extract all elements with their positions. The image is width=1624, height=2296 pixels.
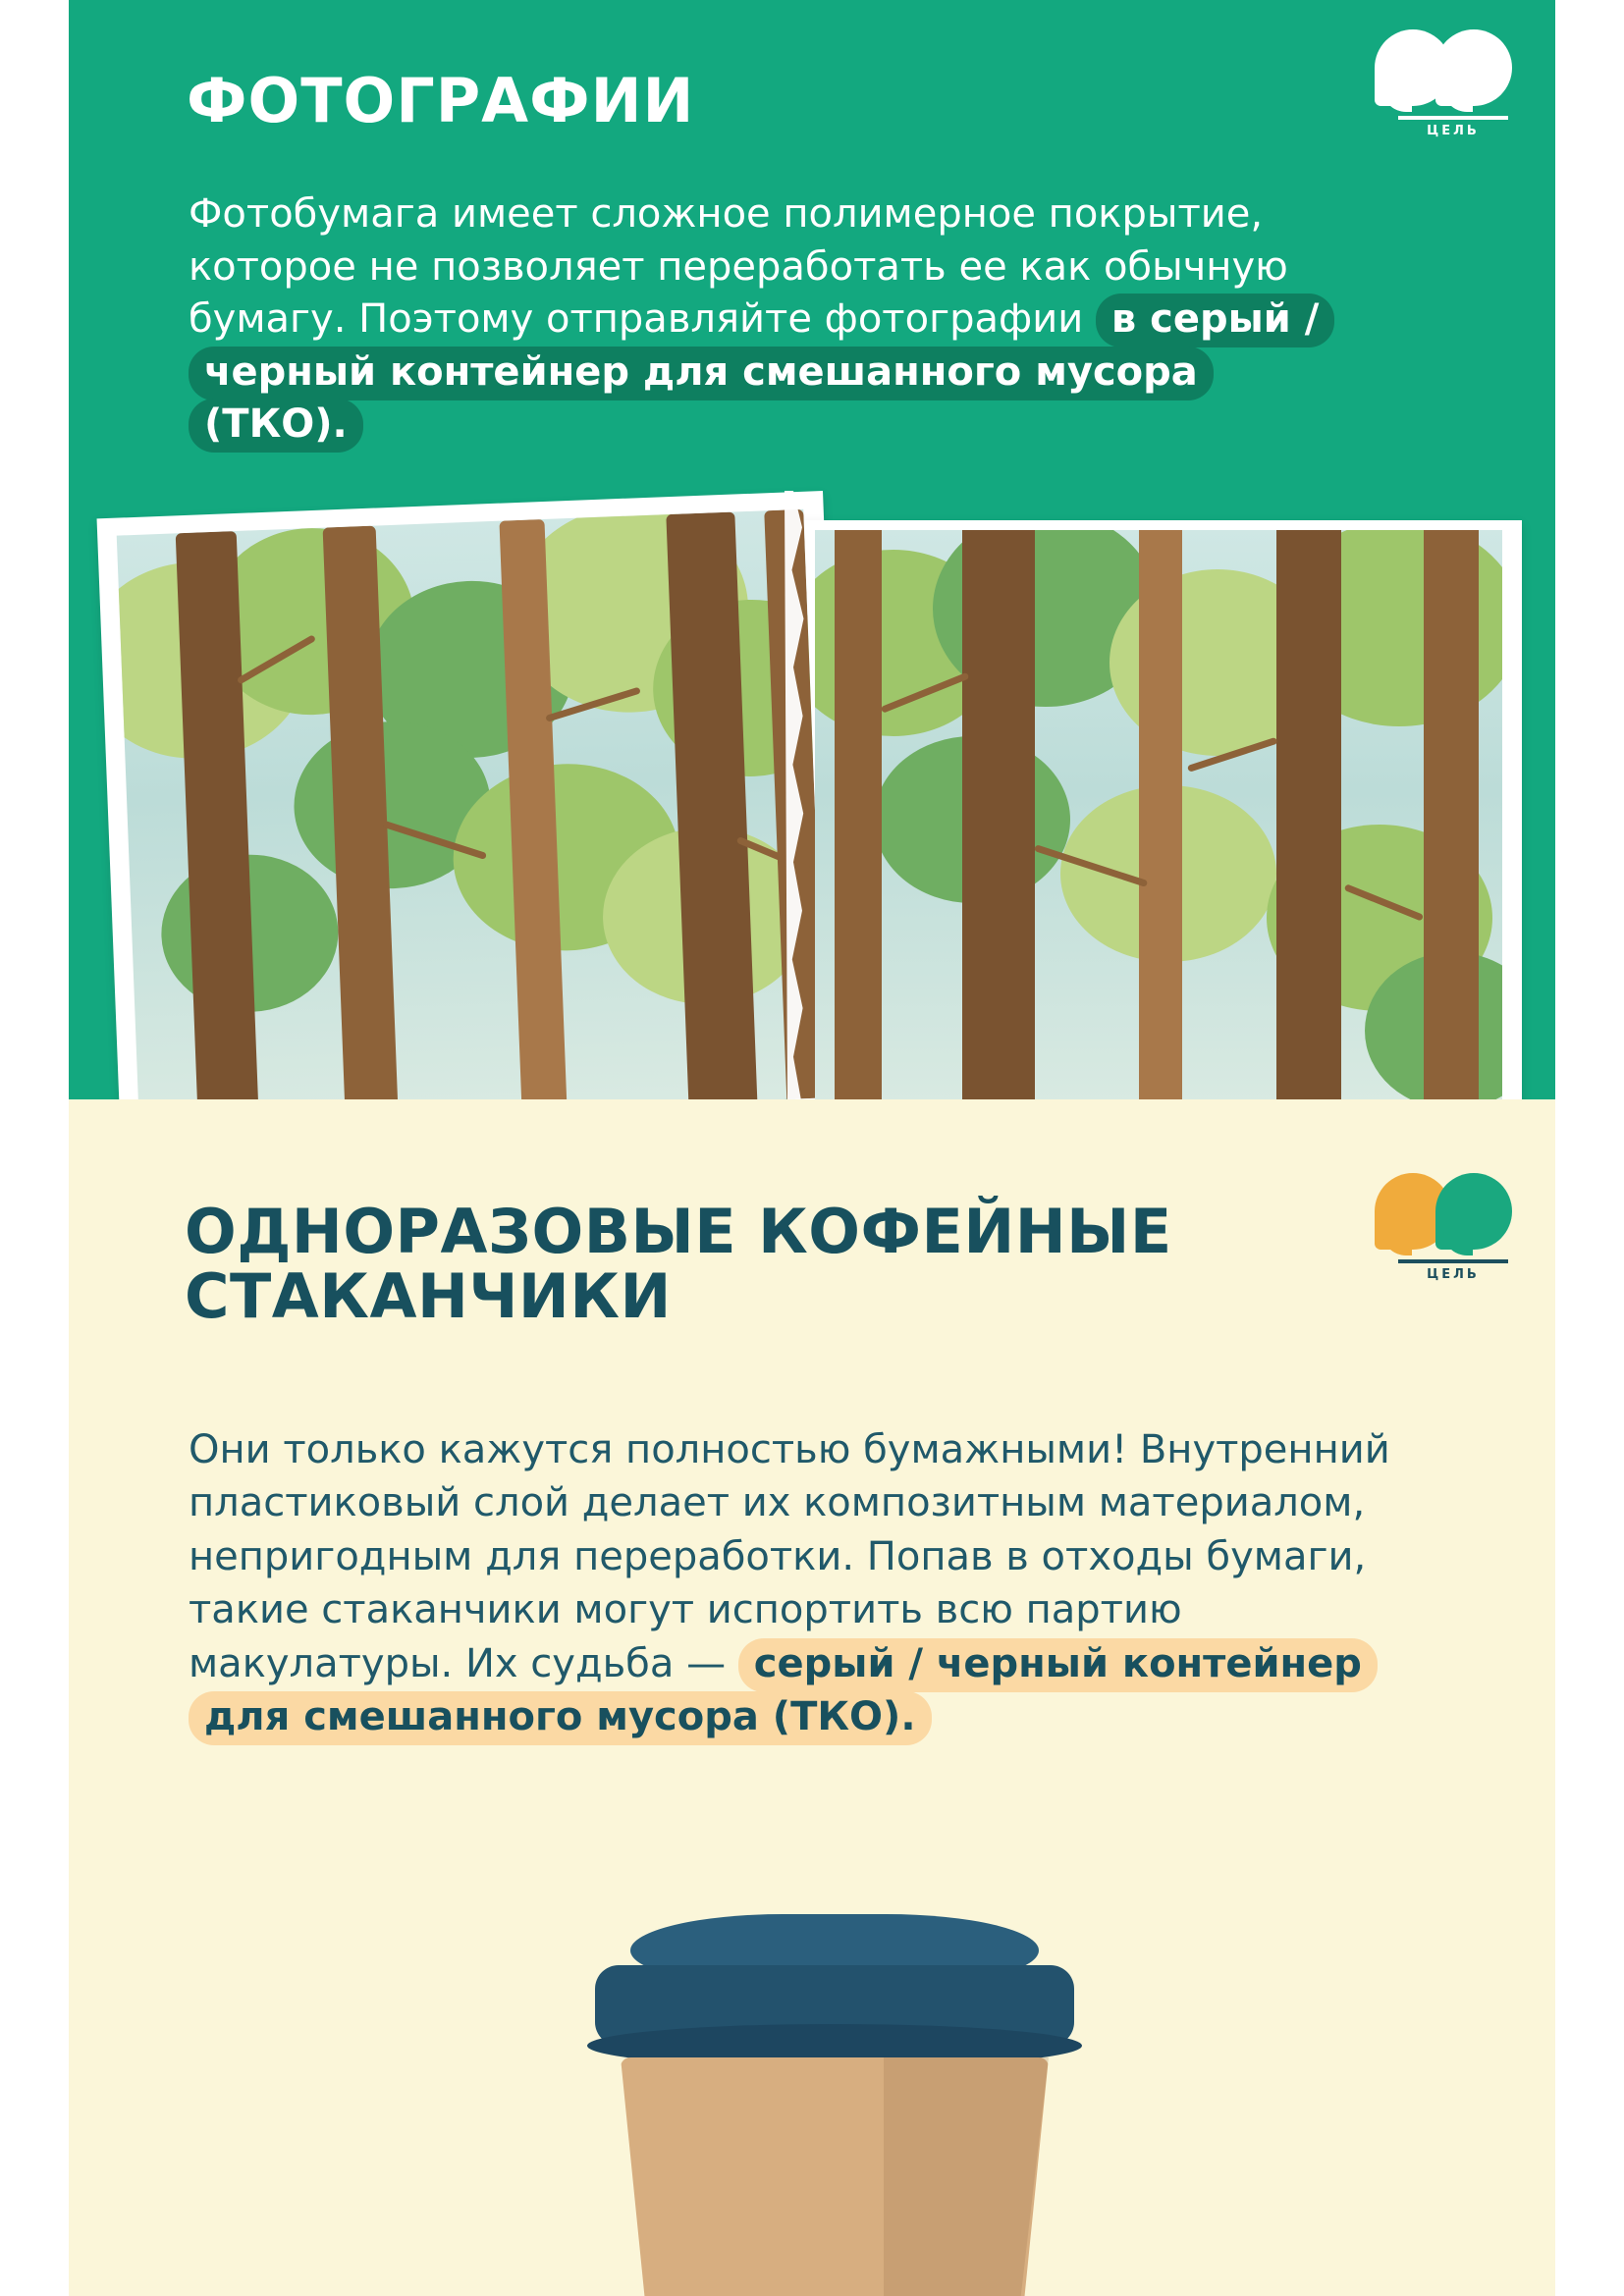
section-coffee-cups — [69, 1099, 1555, 2296]
photos-title: ФОТОГРАФИИ — [187, 64, 695, 136]
cups-body-lead: Они только кажутся полностью бумажными! Внутренний пластиковый слой делает их композитным материалом, непригодным для переработки. Попав в отходы бумаги, такие стаканчики могут испортить всю партию макулатуры. Их судьба — — [189, 1427, 1390, 1686]
goal-99-logo-icon-color — [1375, 1173, 1532, 1291]
goal-99-logo-icon — [1375, 29, 1532, 147]
photos-body-highlight: в серый / черный контейнер для смешанного мусора (ТКО). — [189, 294, 1334, 453]
coffee-cup-illustration — [560, 1914, 1110, 2296]
logo-caption: ЦЕЛЬ — [1427, 124, 1480, 138]
cup-paper-shading — [884, 2057, 1049, 2296]
photos-body-lead: Фотобумага имеет сложное полимерное покрытие, которое не позволяет переработать ее как обычную бумагу. Поэтому отправляйте фотографии — [189, 191, 1288, 343]
cups-body-highlight: серый / черный контейнер для смешанного мусора (ТКО). — [189, 1638, 1378, 1745]
section-photos — [69, 0, 1555, 1099]
logo-caption: ЦЕЛЬ — [1427, 1267, 1480, 1282]
cups-body — [189, 1423, 1406, 1743]
cups-title: ОДНОРАЗОВЫЕ КОФЕЙНЫЕ СТАКАНЧИКИ — [185, 1195, 1172, 1333]
logo-divider — [1398, 116, 1508, 120]
photos-illustration — [69, 491, 1555, 1099]
logo-leaf-right — [1435, 1173, 1512, 1257]
logo-leaf-right — [1435, 29, 1512, 114]
logo-divider — [1398, 1259, 1508, 1263]
page-gutter-right — [1555, 0, 1624, 2296]
forest-artwork-right — [815, 530, 1502, 1099]
page-gutter-left — [0, 0, 69, 2296]
forest-artwork-left — [117, 509, 827, 1099]
photos-body — [189, 188, 1337, 452]
